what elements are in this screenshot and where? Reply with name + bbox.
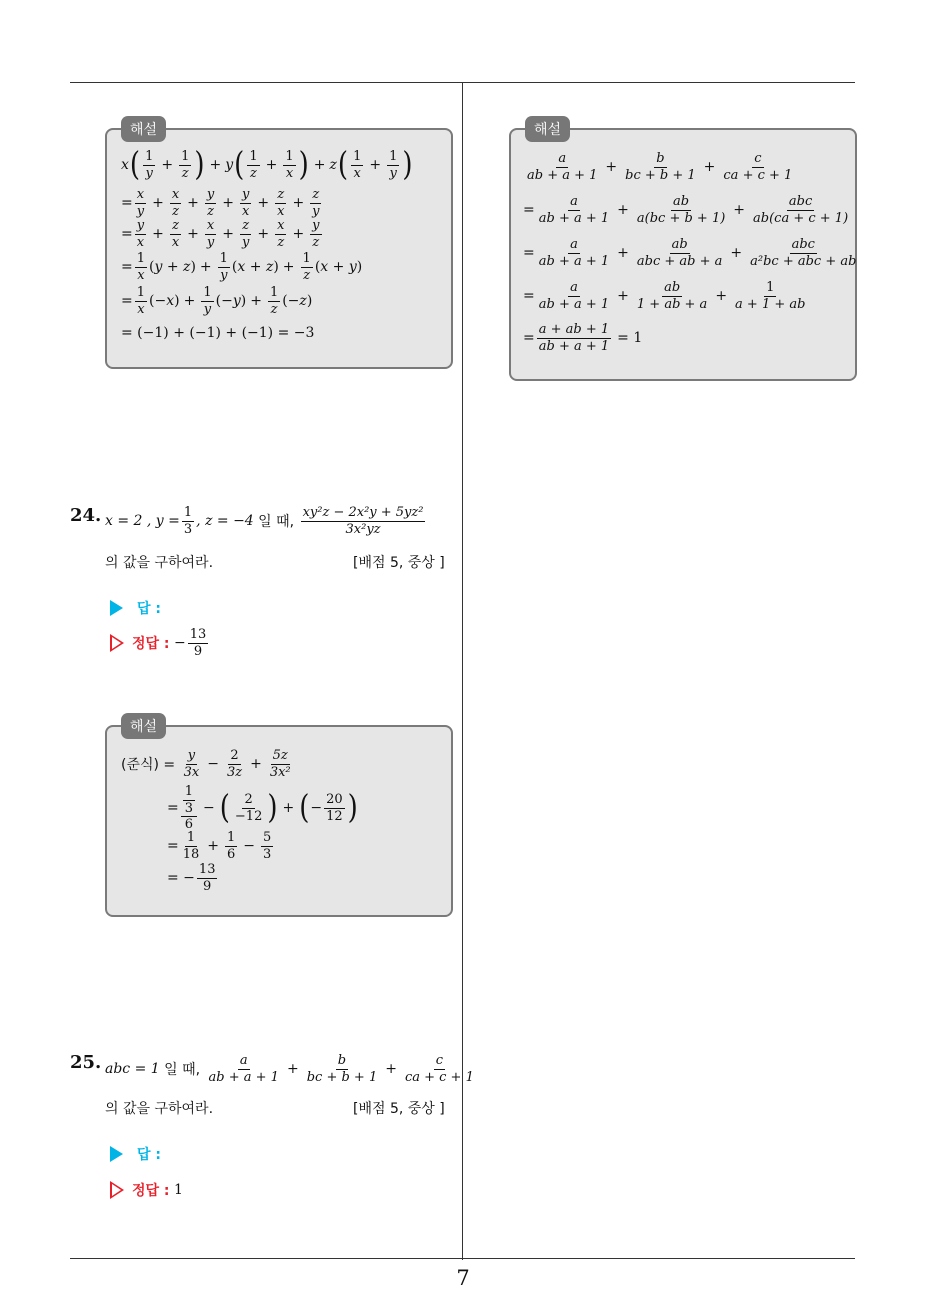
solution-box-24 <box>105 719 453 917</box>
correct-answer-line-25: 정답 : 1 <box>110 1180 183 1200</box>
sol25-line-5: = $\frac{a + ab + 1}{ab + a + 1}$ = 1 <box>523 322 643 354</box>
sol23-line-2: = $\frac{x}{y}$ + $\frac{x}{z}$ + $\frac{y}{z}$ + $\frac{y}{x}$ + $\frac{z}{x}$ + $\frac{z}{y}$ <box>121 187 320 219</box>
question-24-condition: x = 2 , y = $\frac{1}{3}$ , z = −4 일 때, $\frac{\text{xy²z − 2x²y + 5yz²}}{\text{3x²yz}}$ <box>105 505 424 537</box>
solution-tag: 해설 <box>121 713 166 739</box>
sol24-line-1: (준식) = $\frac{y}{3x}$ − $\frac{2}{3z}$ + $\frac{5z}{\text{3x²}}$ <box>121 748 291 780</box>
sol23-line-4: = $\frac{1}{x}$ (y + z) + $\frac{1}{y}$ (x + z) + $\frac{1}{z}$ (x + y) <box>121 251 363 283</box>
question-25-condition: abc = 1 일 때, $\frac{a}{ab + a + 1}$ + $\frac{b}{bc + b + 1}$ + $\frac{c}{ca + c + 1}$ <box>105 1053 474 1085</box>
solution-box-23 <box>105 122 453 369</box>
answer-line-24: 답 : <box>110 598 161 618</box>
correct-answer-line-24: 정답 : − $\frac{13}{9}$ <box>110 628 210 658</box>
question-25-ask: 의 값을 구하여라. <box>105 1101 214 1117</box>
sol23-line-3: = $\frac{y}{x}$ + $\frac{z}{x}$ + $\frac{x}{y}$ + $\frac{z}{y}$ + $\frac{x}{z}$ + $\frac{y}{z}$ <box>121 218 320 250</box>
solution-tag: 해설 <box>525 116 570 142</box>
solution-box-25 <box>509 122 857 381</box>
question-25-score: [배점 5, 중상 ] <box>353 1101 445 1117</box>
play-icon <box>110 600 123 616</box>
solution-tag: 해설 <box>121 116 166 142</box>
play-icon <box>110 1146 123 1162</box>
answer-line-25: 답 : <box>110 1144 161 1164</box>
question-24-score: [배점 5, 중상 ] <box>353 555 445 571</box>
page-number: 7 <box>456 1266 470 1290</box>
question-number-25: 25. <box>70 1052 102 1073</box>
sol25-line-2: = $\frac{a}{ab + a + 1}$ + $\frac{ab}{a(bc + b + 1)}$ + $\frac{\text{abc}}{ab(ca + c + 1)}$ <box>523 194 849 226</box>
sol24-line-4: = − $\frac{13}{9}$ <box>167 862 216 894</box>
question-number-24: 24. <box>70 505 102 526</box>
question-24-ask: 의 값을 구하여라. <box>105 555 214 571</box>
outline-triangle-icon <box>110 1181 124 1199</box>
sol24-line-3: = $\frac{1}{18}$ + $\frac{1}{6}$ − $\frac{5}{3}$ <box>167 830 272 862</box>
sol25-line-4: = $\frac{a}{ab + a + 1}$ + $\frac{ab}{1 + ab + a}$ + $\frac{1}{a + 1 + ab}$ <box>523 280 806 312</box>
sol23-line-5: = $\frac{1}{x}$ (−x) + $\frac{1}{y}$ (−y) + $\frac{1}{z}$ (−z) <box>121 285 313 317</box>
outline-triangle-icon <box>110 634 124 652</box>
sol25-line-3: = $\frac{a}{ab + a + 1}$ + $\frac{ab}{\text{abc + ab + a}}$ + $\frac{\text{abc}}{\text{a²bc + abc + ab}}$ <box>523 237 857 269</box>
sol25-line-1: $\frac{a}{ab + a + 1}$ + $\frac{b}{bc + b + 1}$ + $\frac{c}{ca + c + 1}$ <box>527 151 793 183</box>
sol23-line-6: = (−1) + (−1) + (−1) = −3 <box>121 325 315 341</box>
sol23-line-1: x ( $\frac{1}{y}$ + $\frac{1}{z}$ ) + y ( $\frac{1}{z}$ + $\frac{1}{x}$ ) + z ( $\frac{1}{x}$ + $\frac{1}{y}$ ) <box>121 146 413 184</box>
sol24-line-2: = $\frac{\frac{1}{3}}{6}$ − ( $\frac{2}{-12}$ ) + ( − $\frac{20}{12}$ ) <box>167 784 358 833</box>
